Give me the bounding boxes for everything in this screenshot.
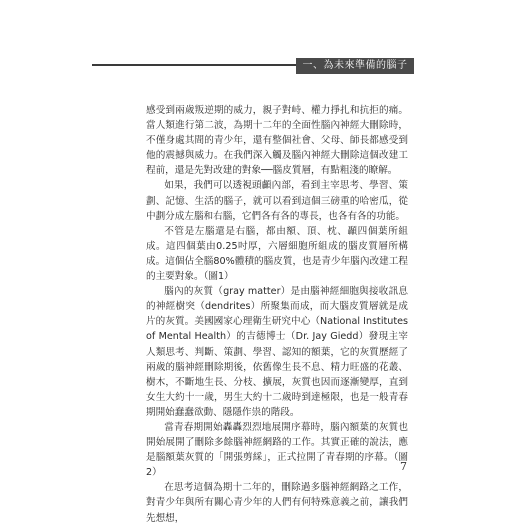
paragraph-5: 當青春期開始轟轟烈烈地展開序幕時，腦內額葉的灰質也開始展開了刪除多餘腦神經網路的工作。其實正確的說法，應是腦額葉灰質的「開張剪綵」，正式拉開了青春期的序幕。（圖2） bbox=[146, 421, 408, 479]
chapter-title: 一、為未來準備的腦子 bbox=[296, 58, 414, 74]
paragraph-1: 感受到兩歲叛逆期的威力，親子對峙、權力掙扎和抗拒的痛。當人類進行第二波，為期十二年的全面性腦內神經大刪除時，不僅身處其間的青少年，還有整個社會、父母、師長都感受到他的震撼與威力。在我們深入觸及腦內神經大刪除這個改建工程前，還是先對改建的對象──腦皮質層，有點粗淺的瞭解。 bbox=[146, 105, 408, 177]
body-text bbox=[146, 103, 408, 526]
paragraph-4: 腦內的灰質（gray matter）是由腦神經細胞與接收訊息的神經樹突（dendrites）所聚集而成，而大腦皮質層就是成片的灰質。美國國家心理衛生研究中心（National Institutes of Mental Health）的吉德博士（Dr. Jay Giedd）發現主宰人類思考、判斷、策劃、學習、認知的額葉，它的灰質歷經了兩歲的腦神經刪除期後，依舊像生長不息、精力旺盛的花叢、樹木，不斷地生長、分枝、擴展，灰質也因而逐漸變厚，直到女生大約十一歲，男生大約十二歲時到達極限，也是一般青春期開始蠢蠢欲動、隱隱作祟的階段。 bbox=[146, 286, 408, 418]
paragraph-2: 如果，我們可以透視頭顱內部，看到主宰思考、學習、策劃、記憶、生活的腦子，就可以看到這個三磅重的哈密瓜，從中劃分成左腦和右腦，它們各有各的專長，也各有各的功能。 bbox=[146, 180, 408, 222]
paragraph-3: 不管是左腦還是右腦，都由額、頂、枕、顳四個葉所組成。這四個葉由0.25吋厚，六層細胞所組成的腦皮質層所構成。這個佔全腦80%體積的腦皮質，也是青少年腦內改建工程的主要對象。（圖1） bbox=[146, 225, 408, 283]
page-number: 7 bbox=[400, 460, 407, 473]
paragraph-6: 在思考這個為期十二年的，刪除過多腦神經網路之工作，對青少年與所有關心青少年的人們有何特殊意義之前，讓我們先想想， bbox=[146, 482, 408, 524]
